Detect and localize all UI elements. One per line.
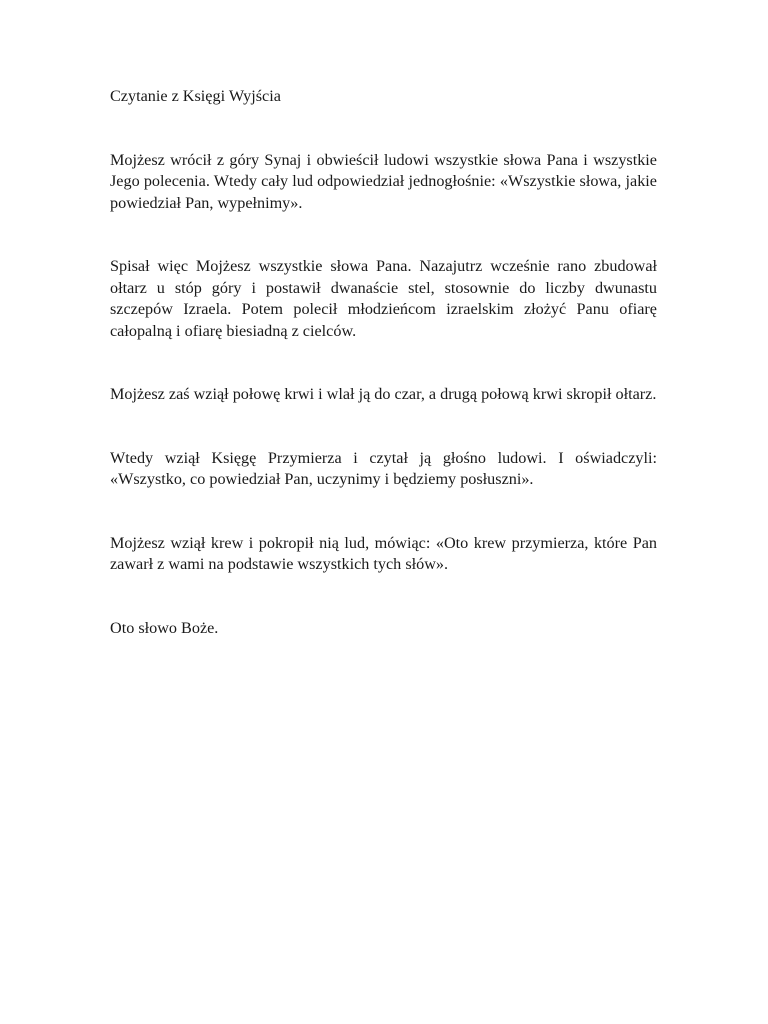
paragraph-2: Spisał więc Mojżesz wszystkie słowa Pana. Nazajutrz wcześnie rano zbudował ołtarz u stóp góry i postawił dwanaście stel, stosownie do liczby dwunastu szczepów Izraela. Potem polecił młodzieńcom izraelskim złożyć Panu ofiarę całopalną i ofiarę biesiadną z cielców. bbox=[110, 257, 657, 340]
paragraph-1: Mojżesz wrócił z góry Synaj i obwieścił ludowi wszystkie słowa Pana i wszystkie Jego polecenia. Wtedy cały lud odpowiedział jednogłośnie: «Wszystkie słowa, jakie powiedział Pan, wypełnimy». bbox=[110, 150, 657, 212]
paragraph-4: Wtedy wziął Księgę Przymierza i czytał ją głośno ludowi. I oświadczyli: «Wszystko, co powiedział Pan, uczynimy i będziemy posłuszni». bbox=[110, 448, 657, 488]
document-page bbox=[110, 86, 657, 639]
closing-acclamation: Oto słowo Boże. bbox=[110, 618, 219, 637]
paragraph-5: Mojżesz wziął krew i pokropił nią lud, mówiąc: «Oto krew przymierza, które Pan zawarł z wami na podstawie wszystkich tych słów». bbox=[110, 533, 657, 573]
reading-title: Czytanie z Księgi Wyjścia bbox=[110, 87, 281, 105]
paragraph-3: Mojżesz zaś wziął połowę krwi i wlał ją do czar, a drugą połową krwi skropił ołtarz. bbox=[110, 385, 657, 403]
